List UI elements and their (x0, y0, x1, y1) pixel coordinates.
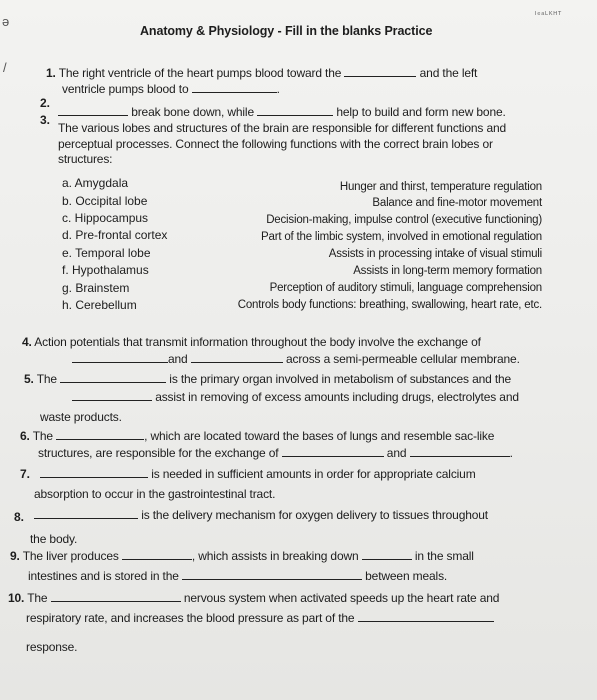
question-7-number: 7. (20, 467, 31, 481)
lobe-item: f. Hypothalamus (62, 263, 149, 277)
answer-blank[interactable] (34, 508, 138, 519)
lobe-item: b. Occipital lobe (62, 194, 148, 208)
lobe-item: g. Brainstem (62, 281, 130, 295)
answer-blank[interactable] (40, 467, 148, 478)
question-10: 10. The nervous system when activated speeds up the heart rate and (8, 591, 500, 605)
question-5: 5. The is the primary organ involved in metabolism of substances and the (24, 372, 512, 386)
answer-blank[interactable] (72, 352, 168, 363)
function-item: Perception of auditory stimuli, language comprehension (269, 282, 542, 294)
question-1-line-2: ventricle pumps blood to . (62, 82, 280, 96)
answer-blank[interactable] (344, 66, 416, 77)
function-item: Assists in processing intake of visual stimuli (328, 248, 542, 260)
question-2: break bone down, while help to build and form new bone. (58, 105, 506, 119)
page-edge-mark: / (3, 60, 7, 75)
answer-blank[interactable] (122, 549, 192, 560)
corner-mark: ᴵᵉᵃᴸᴷᴴᵀ (535, 10, 563, 19)
question-9: 9. The liver produces , which assists in breaking down in the small (10, 549, 474, 563)
question-10-line-3: response. (26, 640, 78, 654)
question-9-line-2: intestines and is stored in the between meals. (28, 569, 448, 583)
page-edge-mark: ə (2, 14, 10, 29)
lobe-item: e. Temporal lobe (62, 246, 151, 260)
answer-blank[interactable] (191, 352, 283, 363)
function-item: Decision-making, impulse control (executive functioning) (266, 214, 542, 226)
answer-blank[interactable] (282, 446, 384, 457)
function-item: Part of the limbic system, involved in emotional regulation (261, 231, 542, 243)
question-3-line-2: perceptual processes. Connect the following functions with the correct brain lobes or (58, 137, 493, 151)
lobe-item: h. Cerebellum (62, 298, 137, 312)
question-7-line-2: absorption to occur in the gastrointestinal tract. (34, 487, 276, 501)
question-2-number: 2. (40, 96, 51, 110)
answer-blank[interactable] (58, 105, 128, 116)
lobe-item: d. Pre-frontal cortex (62, 228, 168, 242)
answer-blank[interactable] (410, 446, 510, 457)
question-6-line-2: structures, are responsible for the exchange of and . (38, 446, 513, 460)
function-item: Assists in long-term memory formation (353, 265, 542, 277)
answer-blank[interactable] (192, 82, 277, 93)
question-3: The various lobes and structures of the brain are responsible for different functions and (58, 121, 507, 135)
lobe-item: c. Hippocampus (62, 211, 149, 225)
question-5-line-3: waste products. (40, 410, 122, 424)
question-10-line-2: respiratory rate, and increases the blood pressure as part of the (26, 611, 494, 625)
question-3-number: 3. (40, 113, 51, 127)
answer-blank[interactable] (358, 611, 494, 622)
question-7: is needed in sufficient amounts in order for appropriate calcium (40, 467, 476, 481)
question-8: is the delivery mechanism for oxygen delivery to tissues throughout (34, 508, 488, 522)
question-6: 6. The , which are located toward the bases of lungs and resemble sac-like (20, 429, 495, 443)
page-title: Anatomy & Physiology - Fill in the blanks Practice (140, 24, 433, 38)
lobe-item: a. Amygdala (62, 176, 129, 190)
question-5-line-2: assist in removing of excess amounts including drugs, electrolytes and (72, 390, 519, 404)
function-item: Balance and fine-motor movement (372, 197, 542, 209)
question-3-line-3: structures: (58, 152, 113, 166)
question-4-line-2: and across a semi-permeable cellular membrane. (72, 352, 520, 366)
question-4: 4. Action potentials that transmit information throughout the body involve the exchange of (22, 335, 481, 349)
answer-blank[interactable] (60, 372, 166, 383)
answer-blank[interactable] (257, 105, 333, 116)
question-1: 1. The right ventricle of the heart pumps blood toward the and the left (46, 66, 478, 80)
answer-blank[interactable] (56, 429, 144, 440)
answer-blank[interactable] (72, 390, 152, 401)
answer-blank[interactable] (182, 569, 362, 580)
question-8-line-2: the body. (30, 532, 78, 546)
function-item: Controls body functions: breathing, swallowing, heart rate, etc. (237, 299, 542, 311)
answer-blank[interactable] (51, 591, 181, 602)
question-8-number: 8. (14, 510, 25, 524)
answer-blank[interactable] (362, 549, 412, 560)
function-item: Hunger and thirst, temperature regulation (339, 181, 542, 193)
